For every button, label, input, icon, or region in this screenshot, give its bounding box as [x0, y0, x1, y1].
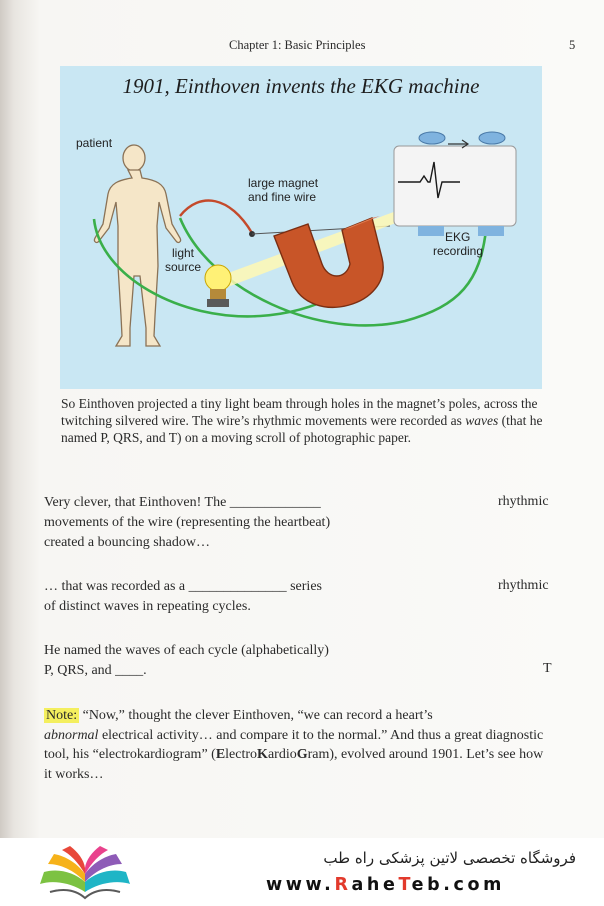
- site-url-middle: ahe: [351, 875, 399, 895]
- shop-name: فروشگاه تخصصی لاتین پزشکی راه طب: [323, 849, 576, 867]
- page-number: 5: [569, 38, 576, 52]
- note-text-5: ram), evolved around 1901. Let’s see how it works…: [44, 747, 544, 782]
- frame-3: [44, 641, 384, 681]
- frame-1-line-3: created a bouncing shadow…: [44, 535, 210, 550]
- caption-text-2: (that he named P, QRS, and T) on a moving scroll of photographic paper.: [61, 412, 543, 445]
- note-abnormal-word: abnormal: [44, 727, 99, 743]
- watermark-banner: [0, 838, 604, 906]
- label-ekg-line1: EKG: [445, 230, 471, 244]
- frame-2: [44, 577, 384, 617]
- site-url-accent-t: T: [398, 875, 412, 895]
- ekg-recorder: [394, 132, 516, 236]
- figure-title: 1901, Einthoven invents the EKG machine: [122, 74, 480, 98]
- illustration-drawing: [60, 66, 542, 389]
- frame-3-answer: T: [543, 661, 552, 676]
- frame-1: [44, 493, 384, 553]
- open-book-logo-icon: [30, 842, 140, 904]
- frame-1-line-1: Very clever, that Einthoven! The _____________: [44, 495, 321, 510]
- ekg-machine-illustration: [60, 66, 542, 389]
- note-paragraph: [44, 706, 544, 784]
- note-text-4: ardio: [267, 747, 297, 762]
- note-text-3: lectro: [225, 747, 258, 762]
- label-ekg-line2: recording: [433, 244, 484, 258]
- patient-figure: [94, 145, 180, 346]
- frame-2-line-1: … that was recorded as a ______________ series: [44, 579, 322, 594]
- note-letter-e: E: [215, 747, 226, 762]
- light-bulb-icon: [205, 265, 231, 307]
- site-url-accent-r: R: [334, 875, 352, 895]
- label-magnet-line1: large magnet: [248, 176, 319, 190]
- site-url-prefix: www.: [266, 875, 335, 895]
- note-label: Note:: [46, 708, 78, 723]
- note-letter-k: K: [257, 747, 268, 762]
- label-light-line2: source: [165, 260, 202, 274]
- caption-text-1: So Einthoven projected a tiny light beam through holes in the magnet’s poles, across the twitching silvered wire. The wire’s rhythmic movements were recorded as: [61, 396, 538, 428]
- frame-1-line-2: movements of the wire (representing the heartbeat): [44, 515, 331, 530]
- site-url-suffix: eb.com: [411, 875, 505, 895]
- label-magnet-line2: and fine wire: [248, 190, 317, 204]
- label-patient: patient: [76, 136, 113, 150]
- note-text-1: “Now,” thought the clever Einthoven, “we can record a heart’s: [79, 708, 433, 723]
- site-url: [266, 875, 505, 895]
- frame-2-answer: rhythmic: [498, 578, 549, 593]
- red-wire: [180, 201, 252, 233]
- note-text-2: electrical activity… and compare it to the normal.” And thus a great diagnostic tool, his “electrokardiogram” (: [44, 727, 544, 762]
- frame-3-line-2: P, QRS, and ____.: [44, 663, 147, 678]
- note-letter-g: G: [296, 747, 308, 762]
- label-light-line1: light: [172, 246, 195, 260]
- figure-caption: [61, 396, 551, 446]
- caption-waves-word: waves: [465, 412, 499, 428]
- frame-2-line-2: of distinct waves in repeating cycles.: [44, 599, 251, 614]
- chapter-title: Chapter 1: Basic Principles: [229, 38, 366, 52]
- frame-1-answer: rhythmic: [498, 494, 549, 509]
- frame-3-line-1: He named the waves of each cycle (alphabetically): [44, 643, 329, 658]
